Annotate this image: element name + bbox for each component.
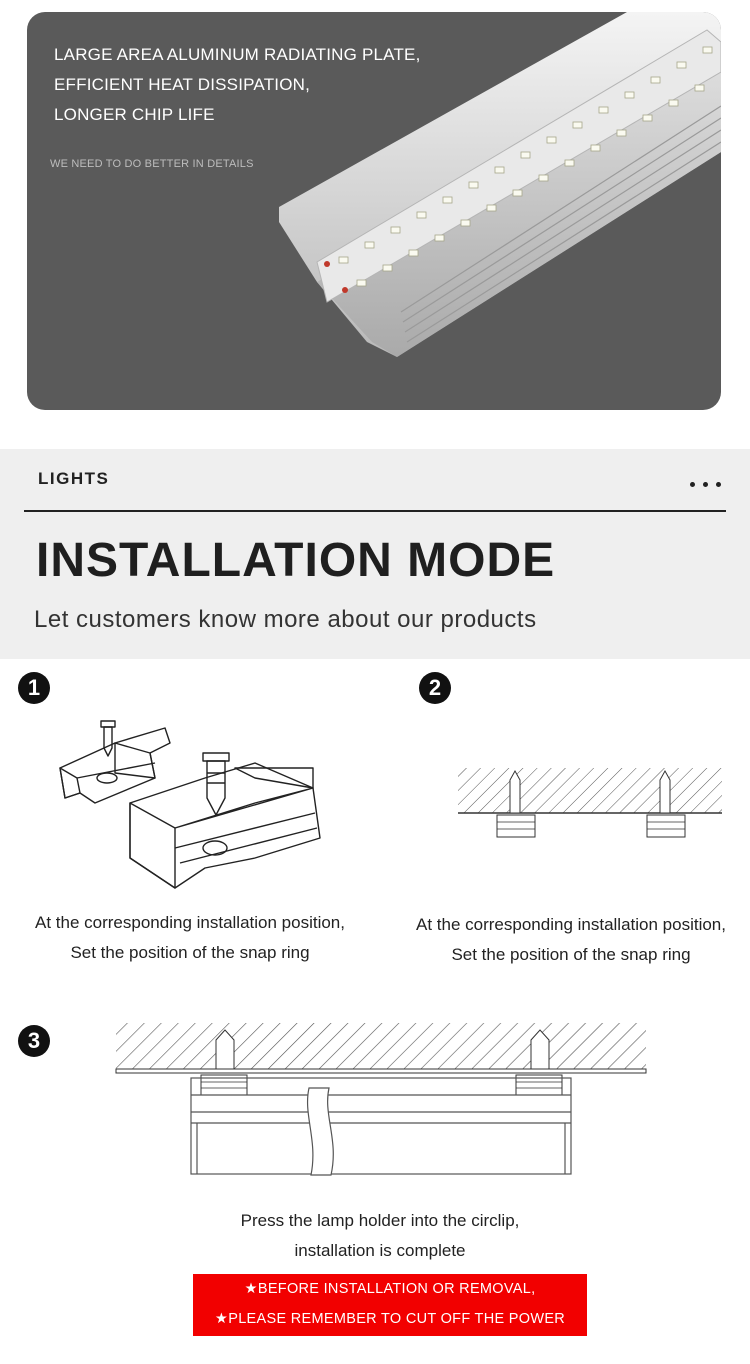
hero-headline-line: LONGER CHIP LIFE [54, 105, 215, 124]
caption-line: At the corresponding installation position, [416, 915, 726, 934]
step-caption [10, 908, 370, 968]
power-warning-banner [193, 1274, 587, 1357]
hero-headline-line: LARGE AREA ALUMINUM RADIATING PLATE, [54, 45, 421, 64]
snap-ring-clip-illustration [55, 718, 325, 890]
ceiling-clip-diagram [455, 765, 725, 840]
caption-line: Set the position of the snap ring [70, 943, 310, 962]
page-title: INSTALLATION MODE [36, 534, 556, 587]
caption-line: installation is complete [294, 1241, 466, 1260]
ellipsis-icon [690, 482, 721, 487]
step-number-badge: 2 [419, 672, 451, 704]
step-caption [160, 1206, 600, 1266]
warning-line: ★BEFORE INSTALLATION OR REMOVAL, [244, 1281, 536, 1297]
section-label: LIGHTS [38, 469, 110, 488]
hero-tagline: WE NEED TO DO BETTER IN DETAILS [50, 158, 254, 170]
step-number-badge: 3 [18, 1025, 50, 1057]
caption-line: At the corresponding installation position, [35, 913, 345, 932]
warning-line: ★PLEASE REMEMBER TO CUT OFF THE POWER FIRST! [214, 1311, 566, 1357]
hero-headline-line: EFFICIENT HEAT DISSIPATION, [54, 75, 311, 94]
installed-lamp-diagram [113, 1020, 653, 1180]
caption-line: Press the lamp holder into the circlip, [240, 1211, 520, 1230]
caption-line: Set the position of the snap ring [451, 945, 691, 964]
page-subtitle: Let customers know more about our products [34, 606, 537, 633]
hero-banner [27, 12, 721, 410]
divider [24, 510, 726, 512]
section-header [0, 449, 750, 659]
step-number-badge: 1 [18, 672, 50, 704]
step-caption [395, 910, 747, 970]
